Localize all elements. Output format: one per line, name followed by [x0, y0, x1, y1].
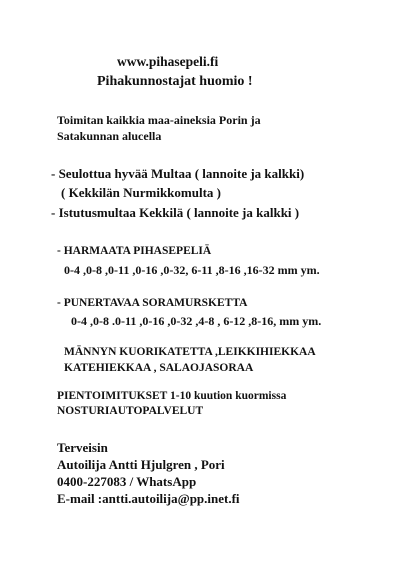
red-gravel-sizes: 0-4 ,0-8 .0-11 ,0-16 ,0-32 ,4-8 , 6-12 ,8-16, mm ym.: [71, 314, 322, 328]
contact-email: E-mail :antti.autoilija@pp.inet.fi: [57, 491, 240, 506]
website-url: www.pihasepeli.fi: [117, 54, 219, 69]
signature-name: Autoilija Antti Hjulgren , Pori: [57, 457, 225, 472]
materials-line-2: KATEHIEKKAA , SALAOJASORAA: [64, 362, 254, 374]
product-item-soil-note: ( Kekkilän Nurmikkomulta ): [61, 185, 221, 200]
delivery-line-2: NOSTURIAUTOPALVELUT: [57, 405, 204, 417]
contact-phone: 0400-227083 / WhatsApp: [57, 474, 197, 489]
intro-line-1: Toimitan kaikkia maa-aineksia Porin ja: [57, 113, 261, 127]
signature-greeting: Terveisin: [57, 440, 108, 455]
grey-gravel-sizes: 0-4 ,0-8 ,0-11 ,0-16 ,0-32, 6-11 ,8-16 ,16-32 mm ym.: [64, 263, 320, 277]
intro-line-2: Satakunnan alucella: [57, 129, 162, 143]
materials-line-1: MÄNNYN KUORIKATETTA ,LEIKKIHIEKKAA: [64, 346, 316, 358]
product-item-soil: - Seulottua hyvää Multaa ( lannoite ja kalkki): [51, 166, 305, 181]
grey-gravel-heading: - HARMAATA PIHASEPELIÄ: [57, 245, 212, 257]
product-item-planting-soil: - Istutusmultaa Kekkilä ( lannoite ja kalkki ): [51, 205, 300, 220]
flyer-title: Pihakunnostajat huomio !: [97, 74, 253, 89]
red-gravel-heading: - PUNERTAVAA SORAMURSKETTA: [57, 297, 248, 309]
delivery-line-1: PIENTOIMITUKSET 1-10 kuution kuormissa: [57, 390, 287, 402]
